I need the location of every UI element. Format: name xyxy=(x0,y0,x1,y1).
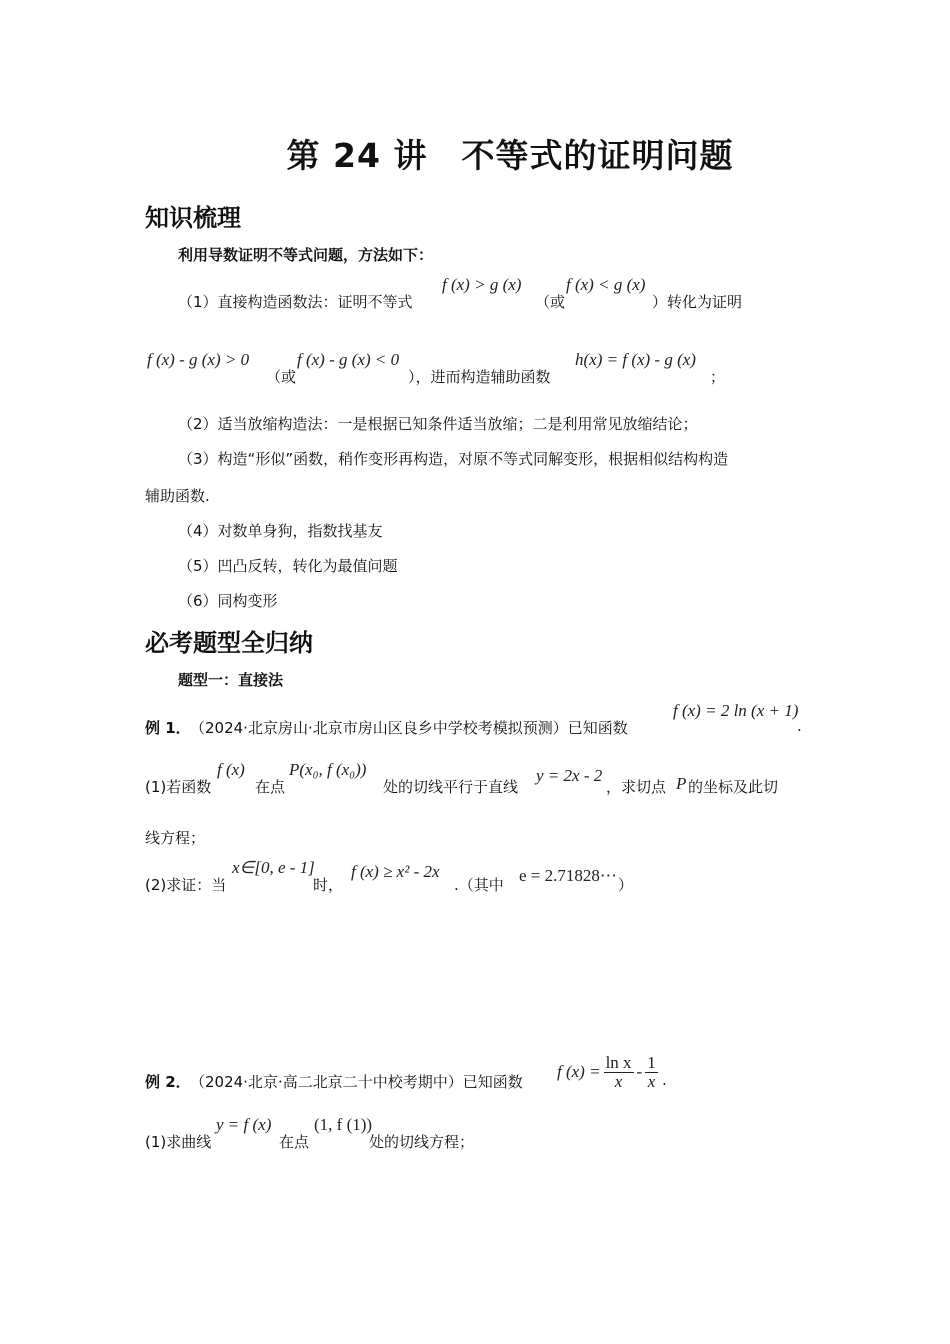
ex1-q1-text-b: 在点 xyxy=(255,778,286,796)
example2-source: （2024·北京·高二北京二十中校考期中）已知函数 xyxy=(190,1073,523,1091)
item1-math-ineq1: f (x) > g (x) xyxy=(442,275,522,294)
ex1-q2-math-ineq: f (x) ≥ x² - 2x xyxy=(351,862,440,881)
ex1-q2-math-interval: x∈[0, e - 1] xyxy=(232,858,315,877)
example2-period: . xyxy=(662,1071,667,1089)
ex2-fraction-lnx-over-x xyxy=(604,1054,634,1091)
ex1-q1-text-d: ，求切点 xyxy=(606,778,667,796)
ex1-q2-text-c: .（其中 xyxy=(454,876,504,894)
example1-source: （2024·北京房山·北京市房山区良乡中学校考模拟预测）已知函数 xyxy=(190,719,628,737)
item1-text-a: （1）直接构造函数法：证明不等式 xyxy=(178,293,413,311)
item1-math-diff2: f (x) - g (x) < 0 xyxy=(297,350,400,369)
ex1-q1-text-a: (1)若函数 xyxy=(145,778,212,796)
ex2-frac2-den: x xyxy=(647,1071,656,1091)
ex2-minus: - xyxy=(636,1062,643,1082)
ex2-q1-math-point: (1, f (1)) xyxy=(314,1115,373,1134)
intro-text: 利用导数证明不等式问题，方法如下： xyxy=(178,246,434,264)
item5-text: （5）凹凸反转，转化为最值问题 xyxy=(178,557,398,575)
ex1-q1-text-e: 的坐标及此切 xyxy=(688,778,779,796)
item1-text-f: ； xyxy=(710,368,726,386)
ex1-q1-point-p: P xyxy=(676,774,687,793)
item1-text-d: （或 xyxy=(266,368,297,386)
ex2-frac1-den: x xyxy=(614,1071,623,1091)
section-heading-types: 必考题型全归纳 xyxy=(145,629,313,657)
example1-label: 例 1． xyxy=(145,719,191,737)
ex2-frac1-num: ln x xyxy=(605,1053,632,1072)
item4-text: （4）对数单身狗，指数找基友 xyxy=(178,522,383,540)
ex2-q1-text-b: 在点 xyxy=(279,1133,310,1151)
example2-function xyxy=(557,1054,658,1091)
ex1-q2-text-b: 时， xyxy=(313,876,344,894)
ex1-q2-text-a: (2)求证：当 xyxy=(145,876,227,894)
ex2-q1-text-a: (1)求曲线 xyxy=(145,1133,212,1151)
item1-text-e: ），进而构造辅助函数 xyxy=(408,368,551,386)
ex1-q2-text-d: ） xyxy=(618,876,634,894)
ex2-q1-text-c: 处的切线方程； xyxy=(369,1133,475,1151)
page-title: 第 24 讲 不等式的证明问题 xyxy=(286,136,734,175)
ex1-q1-text-f: 线方程； xyxy=(145,829,206,847)
example2-label: 例 2． xyxy=(145,1073,191,1091)
ex1-q1-text-c: 处的切线平行于直线 xyxy=(383,778,519,796)
item1-text-c: ）转化为证明 xyxy=(652,293,743,311)
item1-math-diff1: f (x) - g (x) > 0 xyxy=(147,350,250,369)
item3-text-b: 辅助函数. xyxy=(145,487,210,505)
item1-math-aux: h(x) = f (x) - g (x) xyxy=(575,350,696,369)
type1-heading: 题型一：直接法 xyxy=(178,671,284,689)
ex1-q1-math-line: y = 2x - 2 xyxy=(536,766,603,785)
item6-text: （6）同构变形 xyxy=(178,592,278,610)
item2-text: （2）适当放缩构造法：一是根据已知条件适当放缩；二是利用常见放缩结论； xyxy=(178,415,698,433)
item3-text-a: （3）构造“形似”函数，稍作变形再构造，对原不等式同解变形，根据相似结构构造 xyxy=(178,450,729,468)
item1-math-ineq2: f (x) < g (x) xyxy=(566,275,646,294)
ex1-q1-math-f: f (x) xyxy=(217,760,245,779)
ex2-frac2-num: 1 xyxy=(647,1053,656,1072)
example1-period: . xyxy=(797,717,802,735)
item1-text-b: （或 xyxy=(535,293,566,311)
ex2-q1-math-curve: y = f (x) xyxy=(216,1115,272,1134)
ex1-q1-math-point: P(x₀, f (x₀)) xyxy=(289,760,367,779)
ex1-q2-math-e: e = 2.71828⋯ xyxy=(519,866,617,885)
section-heading-knowledge: 知识梳理 xyxy=(145,204,241,232)
ex2-fraction-1-over-x xyxy=(645,1054,658,1091)
example1-function: f (x) = 2 ln (x + 1) xyxy=(673,701,799,720)
ex2-lhs: f (x) = xyxy=(557,1062,601,1082)
